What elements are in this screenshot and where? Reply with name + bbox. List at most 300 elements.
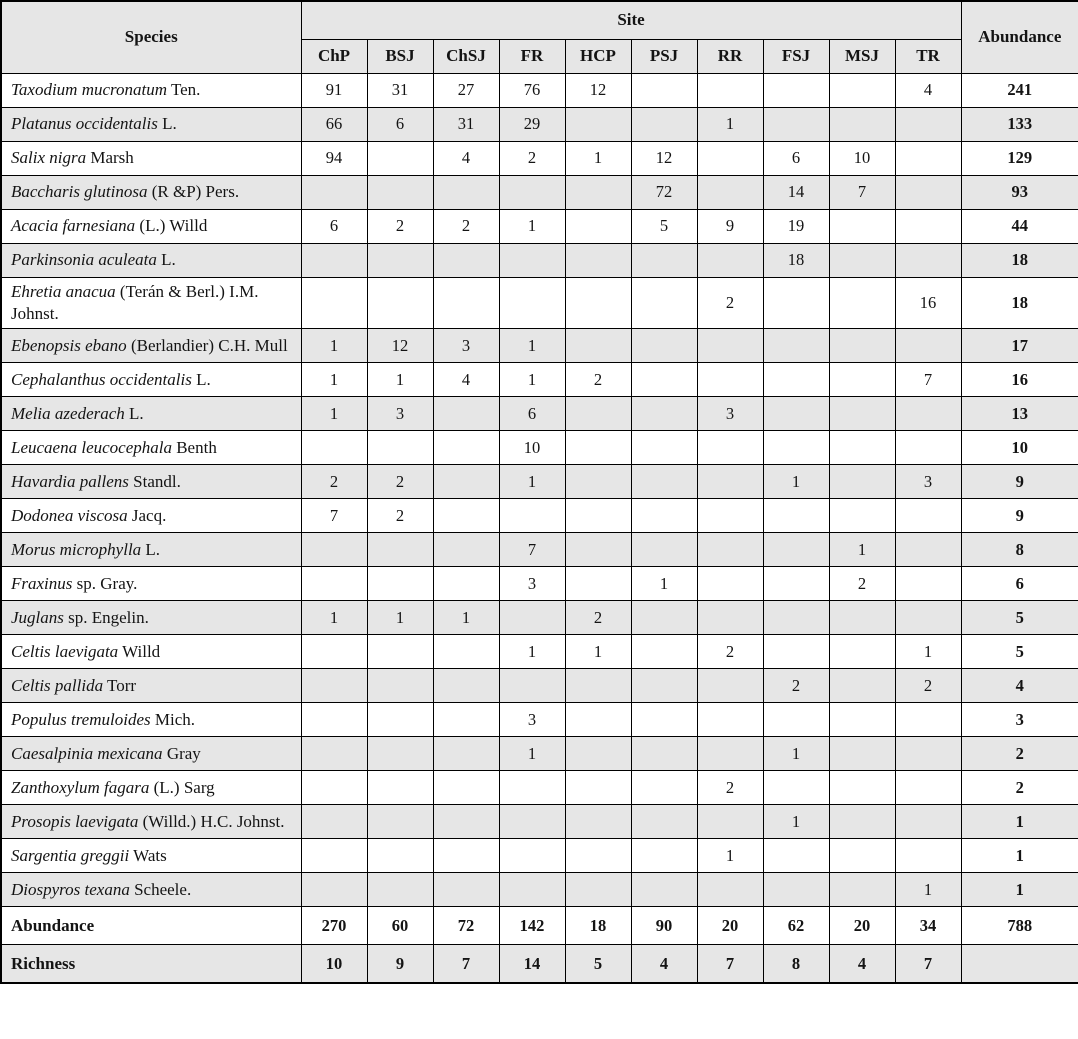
- species-authority: Benth: [171, 437, 217, 457]
- table-row: [1, 533, 1078, 567]
- grand-total: 788: [961, 907, 1078, 945]
- site-count-tr: [895, 141, 961, 175]
- site-count-hcp: [565, 243, 631, 277]
- species-authority: Jacq.: [127, 505, 167, 525]
- site-count-bsj: [367, 805, 433, 839]
- site-count-hcp: 1: [565, 635, 631, 669]
- site-count-rr: [697, 243, 763, 277]
- species-scientific-name: Taxodium mucronatum: [11, 79, 167, 99]
- site-count-tr: 16: [895, 277, 961, 329]
- site-count-msj: [829, 363, 895, 397]
- site-count-hcp: [565, 737, 631, 771]
- site-count-fr: 1: [499, 635, 565, 669]
- site-count-fr: [499, 277, 565, 329]
- site-column-header-bsj: BSJ: [367, 39, 433, 73]
- species-authority: sp. Engelin.: [63, 607, 149, 627]
- total-hcp: 5: [565, 945, 631, 983]
- site-count-tr: [895, 431, 961, 465]
- site-count-tr: 7: [895, 363, 961, 397]
- site-count-msj: [829, 669, 895, 703]
- species-name: [1, 703, 301, 737]
- table-row: [1, 669, 1078, 703]
- species-name: [1, 107, 301, 141]
- table-row: [1, 107, 1078, 141]
- site-count-psj: [631, 431, 697, 465]
- site-count-rr: [697, 73, 763, 107]
- site-count-fsj: [763, 703, 829, 737]
- total-chp: 10: [301, 945, 367, 983]
- site-count-hcp: [565, 277, 631, 329]
- site-count-fsj: [763, 363, 829, 397]
- species-abundance-total: 17: [961, 329, 1078, 363]
- site-count-psj: [631, 107, 697, 141]
- totals-row-richness: [1, 945, 1078, 983]
- site-count-tr: [895, 737, 961, 771]
- site-count-fsj: 2: [763, 669, 829, 703]
- site-count-tr: [895, 209, 961, 243]
- site-count-tr: [895, 839, 961, 873]
- site-count-chp: [301, 175, 367, 209]
- site-count-psj: [631, 601, 697, 635]
- site-column-header-psj: PSJ: [631, 39, 697, 73]
- species-name: [1, 175, 301, 209]
- site-count-fr: 2: [499, 141, 565, 175]
- site-count-msj: [829, 209, 895, 243]
- species-abundance-total: 93: [961, 175, 1078, 209]
- species-scientific-name: Ehretia anacua: [11, 281, 116, 301]
- site-count-hcp: [565, 175, 631, 209]
- site-count-psj: [631, 805, 697, 839]
- species-name: [1, 601, 301, 635]
- site-count-bsj: [367, 669, 433, 703]
- species-authority: Mich.: [150, 709, 196, 729]
- site-count-tr: [895, 805, 961, 839]
- site-count-chp: [301, 737, 367, 771]
- site-count-psj: [631, 839, 697, 873]
- site-count-fsj: [763, 567, 829, 601]
- site-count-bsj: [367, 737, 433, 771]
- site-count-hcp: [565, 873, 631, 907]
- total-psj: 4: [631, 945, 697, 983]
- site-count-bsj: [367, 243, 433, 277]
- species-authority: Gray: [162, 743, 201, 763]
- site-count-hcp: [565, 839, 631, 873]
- species-scientific-name: Acacia farnesiana: [11, 215, 136, 235]
- site-count-bsj: [367, 431, 433, 465]
- site-count-fsj: 6: [763, 141, 829, 175]
- species-authority: (R &P) Pers.: [147, 181, 240, 201]
- total-msj: 4: [829, 945, 895, 983]
- abundance-column-header: Abundance: [961, 1, 1078, 73]
- site-count-chp: 2: [301, 465, 367, 499]
- species-scientific-name: Juglans: [11, 607, 64, 627]
- site-count-msj: [829, 771, 895, 805]
- total-chsj: 7: [433, 945, 499, 983]
- site-count-fr: 10: [499, 431, 565, 465]
- site-count-chsj: [433, 703, 499, 737]
- site-count-fr: [499, 669, 565, 703]
- species-abundance-total: 5: [961, 601, 1078, 635]
- table-row: [1, 465, 1078, 499]
- site-count-fr: [499, 805, 565, 839]
- species-abundance-total: 8: [961, 533, 1078, 567]
- table-row: [1, 73, 1078, 107]
- site-count-psj: 1: [631, 567, 697, 601]
- table-row: [1, 805, 1078, 839]
- site-count-fr: 1: [499, 363, 565, 397]
- site-count-chsj: [433, 397, 499, 431]
- site-count-chsj: 4: [433, 141, 499, 175]
- site-count-msj: [829, 873, 895, 907]
- total-tr: 7: [895, 945, 961, 983]
- species-scientific-name: Populus tremuloides: [11, 709, 151, 729]
- species-name: [1, 805, 301, 839]
- site-count-fsj: [763, 431, 829, 465]
- species-scientific-name: Melia azederach: [11, 403, 125, 423]
- site-count-hcp: 1: [565, 141, 631, 175]
- site-count-rr: 3: [697, 397, 763, 431]
- site-count-tr: [895, 601, 961, 635]
- table-row: [1, 601, 1078, 635]
- table-row: [1, 175, 1078, 209]
- site-count-bsj: 2: [367, 465, 433, 499]
- site-count-hcp: [565, 465, 631, 499]
- species-authority: (L.) Sarg: [149, 777, 215, 797]
- site-count-psj: [631, 243, 697, 277]
- site-count-psj: [631, 499, 697, 533]
- species-scientific-name: Havardia pallens: [11, 471, 129, 491]
- species-authority: L.: [191, 369, 211, 389]
- site-count-chsj: [433, 533, 499, 567]
- total-bsj: 60: [367, 907, 433, 945]
- site-count-bsj: [367, 175, 433, 209]
- site-count-fr: 1: [499, 209, 565, 243]
- site-count-chp: [301, 243, 367, 277]
- site-count-psj: [631, 73, 697, 107]
- species-authority: sp. Gray.: [72, 573, 138, 593]
- site-count-rr: [697, 499, 763, 533]
- species-authority: Ten.: [167, 79, 201, 99]
- site-count-fsj: [763, 397, 829, 431]
- site-column-header-fsj: FSJ: [763, 39, 829, 73]
- site-count-chsj: [433, 873, 499, 907]
- site-count-chp: [301, 873, 367, 907]
- total-fsj: 62: [763, 907, 829, 945]
- species-authority: (Willd.) H.C. Johnst.: [138, 811, 285, 831]
- site-count-chsj: [433, 737, 499, 771]
- site-count-msj: [829, 431, 895, 465]
- site-count-bsj: [367, 533, 433, 567]
- species-abundance-total: 1: [961, 873, 1078, 907]
- species-name: [1, 873, 301, 907]
- species-abundance-total: 2: [961, 771, 1078, 805]
- site-count-psj: 5: [631, 209, 697, 243]
- species-abundance-total: 16: [961, 363, 1078, 397]
- site-count-psj: [631, 703, 697, 737]
- site-count-psj: [631, 363, 697, 397]
- site-count-tr: [895, 329, 961, 363]
- species-name: [1, 209, 301, 243]
- species-name: [1, 329, 301, 363]
- site-count-fsj: 19: [763, 209, 829, 243]
- species-name: [1, 533, 301, 567]
- site-count-hcp: 12: [565, 73, 631, 107]
- site-count-chsj: [433, 175, 499, 209]
- site-count-fsj: [763, 771, 829, 805]
- site-count-fr: [499, 873, 565, 907]
- site-count-psj: [631, 397, 697, 431]
- site-count-rr: [697, 141, 763, 175]
- total-rr: 7: [697, 945, 763, 983]
- site-count-chp: 1: [301, 363, 367, 397]
- site-count-rr: [697, 329, 763, 363]
- site-count-rr: 2: [697, 635, 763, 669]
- site-count-hcp: 2: [565, 363, 631, 397]
- site-count-msj: [829, 243, 895, 277]
- site-column-header-rr: RR: [697, 39, 763, 73]
- site-count-bsj: [367, 141, 433, 175]
- site-count-tr: [895, 567, 961, 601]
- site-count-psj: 12: [631, 141, 697, 175]
- site-count-psj: [631, 669, 697, 703]
- site-count-msj: [829, 73, 895, 107]
- site-count-tr: 1: [895, 873, 961, 907]
- site-count-chp: 91: [301, 73, 367, 107]
- site-count-psj: [631, 277, 697, 329]
- species-scientific-name: Diospyros texana: [11, 879, 130, 899]
- site-count-rr: [697, 363, 763, 397]
- species-name: [1, 567, 301, 601]
- site-count-msj: [829, 499, 895, 533]
- site-count-fsj: 1: [763, 805, 829, 839]
- site-count-rr: 2: [697, 771, 763, 805]
- table-row: [1, 771, 1078, 805]
- total-psj: 90: [631, 907, 697, 945]
- site-count-chp: 1: [301, 329, 367, 363]
- site-count-fr: [499, 499, 565, 533]
- site-count-chp: [301, 771, 367, 805]
- species-scientific-name: Celtis laevigata: [11, 641, 119, 661]
- site-count-msj: [829, 277, 895, 329]
- species-authority: (L.) Willd: [135, 215, 208, 235]
- site-count-bsj: [367, 277, 433, 329]
- site-count-chp: 6: [301, 209, 367, 243]
- site-count-fr: 76: [499, 73, 565, 107]
- site-count-psj: [631, 329, 697, 363]
- site-count-chsj: [433, 669, 499, 703]
- site-count-psj: [631, 533, 697, 567]
- site-count-chsj: [433, 635, 499, 669]
- site-count-msj: [829, 805, 895, 839]
- site-count-bsj: [367, 839, 433, 873]
- site-count-rr: 9: [697, 209, 763, 243]
- site-count-chsj: 1: [433, 601, 499, 635]
- site-count-chsj: [433, 805, 499, 839]
- species-abundance-total: 1: [961, 805, 1078, 839]
- site-count-msj: [829, 737, 895, 771]
- site-count-fr: [499, 601, 565, 635]
- site-count-rr: 2: [697, 277, 763, 329]
- species-name: [1, 771, 301, 805]
- species-authority: (Berlandier) C.H. Mull: [126, 335, 288, 355]
- site-count-bsj: 12: [367, 329, 433, 363]
- site-count-tr: [895, 703, 961, 737]
- site-count-chp: 7: [301, 499, 367, 533]
- site-count-rr: [697, 873, 763, 907]
- species-name: [1, 839, 301, 873]
- site-count-tr: [895, 397, 961, 431]
- species-scientific-name: Caesalpinia mexicana: [11, 743, 163, 763]
- site-count-fsj: [763, 601, 829, 635]
- site-count-chsj: 27: [433, 73, 499, 107]
- species-scientific-name: Fraxinus: [11, 573, 73, 593]
- species-scientific-name: Prosopis laevigata: [11, 811, 139, 831]
- totals-row-label: Abundance: [1, 907, 301, 945]
- site-count-fr: [499, 839, 565, 873]
- species-scientific-name: Parkinsonia aculeata: [11, 249, 157, 269]
- species-name: [1, 243, 301, 277]
- species-abundance-total: 9: [961, 465, 1078, 499]
- species-authority: Torr: [103, 675, 137, 695]
- site-count-msj: [829, 329, 895, 363]
- site-count-fr: 7: [499, 533, 565, 567]
- table-row: [1, 243, 1078, 277]
- site-count-bsj: [367, 771, 433, 805]
- site-count-rr: [697, 805, 763, 839]
- table-row: [1, 277, 1078, 329]
- site-count-chsj: [433, 839, 499, 873]
- site-count-hcp: [565, 669, 631, 703]
- total-fr: 14: [499, 945, 565, 983]
- site-count-chp: 1: [301, 397, 367, 431]
- site-count-hcp: 2: [565, 601, 631, 635]
- table-row: [1, 567, 1078, 601]
- total-msj: 20: [829, 907, 895, 945]
- site-count-rr: 1: [697, 107, 763, 141]
- site-count-chsj: 2: [433, 209, 499, 243]
- species-abundance-total: 5: [961, 635, 1078, 669]
- site-count-chsj: [433, 771, 499, 805]
- species-scientific-name: Leucaena leucocephala: [11, 437, 172, 457]
- site-column-header-chp: ChP: [301, 39, 367, 73]
- site-count-rr: [697, 175, 763, 209]
- species-abundance-total: 6: [961, 567, 1078, 601]
- site-count-hcp: [565, 703, 631, 737]
- site-count-fsj: [763, 873, 829, 907]
- site-count-chp: [301, 669, 367, 703]
- site-count-tr: [895, 175, 961, 209]
- site-count-tr: [895, 243, 961, 277]
- site-count-rr: [697, 601, 763, 635]
- species-scientific-name: Platanus occidentalis: [11, 113, 158, 133]
- species-scientific-name: Celtis pallida: [11, 675, 104, 695]
- table-header: [1, 1, 1078, 73]
- species-name: [1, 397, 301, 431]
- site-count-bsj: [367, 635, 433, 669]
- site-count-tr: 3: [895, 465, 961, 499]
- total-hcp: 18: [565, 907, 631, 945]
- site-count-fsj: 18: [763, 243, 829, 277]
- species-name: [1, 277, 301, 329]
- site-count-fsj: 1: [763, 737, 829, 771]
- site-count-chp: [301, 703, 367, 737]
- species-scientific-name: Ebenopsis ebano: [11, 335, 127, 355]
- site-count-chp: [301, 567, 367, 601]
- species-name: [1, 737, 301, 771]
- site-count-msj: [829, 107, 895, 141]
- site-count-hcp: [565, 567, 631, 601]
- site-count-fsj: [763, 635, 829, 669]
- species-name: [1, 669, 301, 703]
- species-scientific-name: Dodonea viscosa: [11, 505, 128, 525]
- site-count-chsj: [433, 431, 499, 465]
- table-row: [1, 431, 1078, 465]
- site-count-rr: [697, 431, 763, 465]
- site-count-hcp: [565, 771, 631, 805]
- species-name: [1, 363, 301, 397]
- table-row: [1, 499, 1078, 533]
- site-count-msj: [829, 465, 895, 499]
- site-count-msj: [829, 601, 895, 635]
- site-count-fr: 3: [499, 567, 565, 601]
- site-count-hcp: [565, 499, 631, 533]
- site-count-chp: [301, 839, 367, 873]
- site-count-bsj: 31: [367, 73, 433, 107]
- site-count-hcp: [565, 431, 631, 465]
- site-count-rr: [697, 567, 763, 601]
- site-count-chp: 94: [301, 141, 367, 175]
- site-count-rr: [697, 669, 763, 703]
- species-scientific-name: Baccharis glutinosa: [11, 181, 148, 201]
- site-count-fsj: [763, 533, 829, 567]
- species-scientific-name: Zanthoxylum fagara: [11, 777, 150, 797]
- site-count-fr: 1: [499, 465, 565, 499]
- total-tr: 34: [895, 907, 961, 945]
- species-abundance-total: 4: [961, 669, 1078, 703]
- site-count-bsj: 1: [367, 363, 433, 397]
- site-count-hcp: [565, 329, 631, 363]
- site-count-chp: [301, 805, 367, 839]
- species-name: [1, 465, 301, 499]
- species-abundance-total: 241: [961, 73, 1078, 107]
- site-count-psj: [631, 635, 697, 669]
- site-count-tr: [895, 107, 961, 141]
- species-name: [1, 499, 301, 533]
- site-count-chp: [301, 277, 367, 329]
- site-count-fsj: [763, 329, 829, 363]
- site-count-tr: 1: [895, 635, 961, 669]
- site-count-tr: [895, 533, 961, 567]
- site-count-chp: 1: [301, 601, 367, 635]
- site-count-chsj: 31: [433, 107, 499, 141]
- site-count-fr: 1: [499, 737, 565, 771]
- species-authority: Wats: [129, 845, 167, 865]
- site-count-fsj: 14: [763, 175, 829, 209]
- total-chp: 270: [301, 907, 367, 945]
- site-count-rr: [697, 533, 763, 567]
- species-scientific-name: Morus microphylla: [11, 539, 142, 559]
- species-authority: Standl.: [128, 471, 181, 491]
- table-row: [1, 141, 1078, 175]
- table-row: [1, 635, 1078, 669]
- totals-rows: [1, 907, 1078, 983]
- species-abundance-total: 133: [961, 107, 1078, 141]
- species-authority: (Terán & Berl.) I.M. Johnst.: [11, 281, 259, 323]
- site-count-hcp: [565, 805, 631, 839]
- table-row: [1, 209, 1078, 243]
- site-count-chsj: [433, 243, 499, 277]
- site-count-fr: 6: [499, 397, 565, 431]
